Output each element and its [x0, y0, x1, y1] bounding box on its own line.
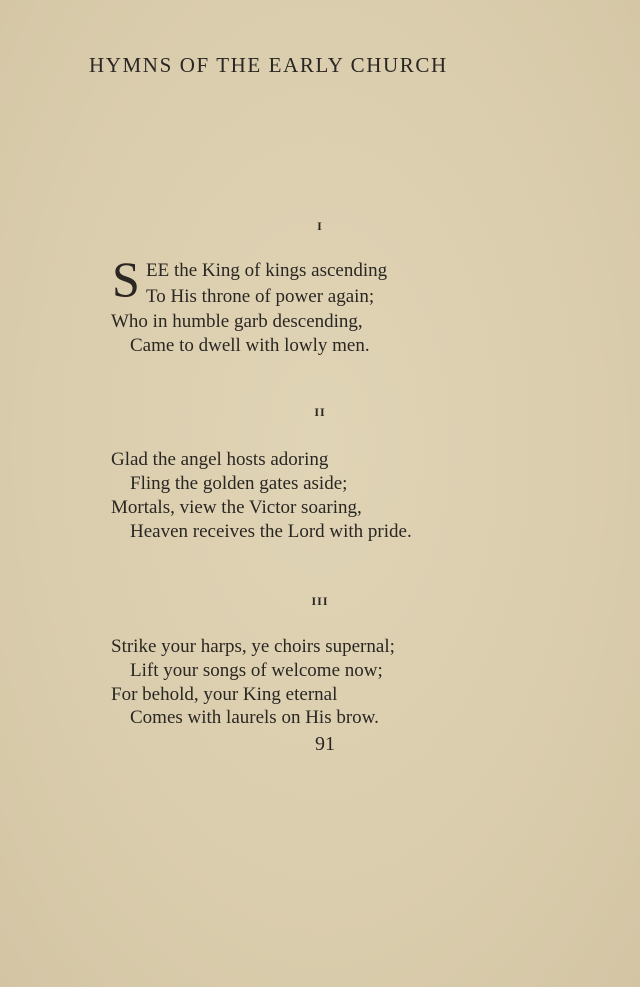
page-number: 91 — [315, 733, 335, 755]
stanza-2-line-3: Mortals, view the Victor soaring, — [111, 497, 362, 518]
stanza-3-line-1: Strike your harps, ye choirs supernal; — [111, 636, 395, 657]
stanza-1-line-3: Who in humble garb descending, — [111, 311, 363, 332]
stanza-1-line-4: Came to dwell with lowly men. — [130, 335, 370, 356]
stanza-3-line-3: For behold, your King eternal — [111, 684, 338, 705]
stanza-3-line-4: Comes with laurels on His brow. — [130, 707, 379, 728]
stanza-2-numeral: II — [314, 405, 326, 419]
stanza-3-numeral: III — [311, 594, 329, 608]
stanza-2-line-4: Heaven receives the Lord with pride. — [130, 521, 412, 542]
running-head: HYMNS OF THE EARLY CHURCH — [89, 53, 448, 77]
drop-cap: S — [112, 251, 140, 307]
stanza-1-line-1: EE the King of kings ascending — [146, 260, 388, 281]
stanza-2-line-2: Fling the golden gates aside; — [130, 473, 348, 494]
stanza-3-line-2: Lift your songs of welcome now; — [130, 660, 383, 681]
stanza-2-line-1: Glad the angel hosts adoring — [111, 449, 329, 470]
stanza-1-line-2: To His throne of power again; — [146, 286, 375, 307]
stanza-1-numeral: I — [317, 219, 323, 233]
